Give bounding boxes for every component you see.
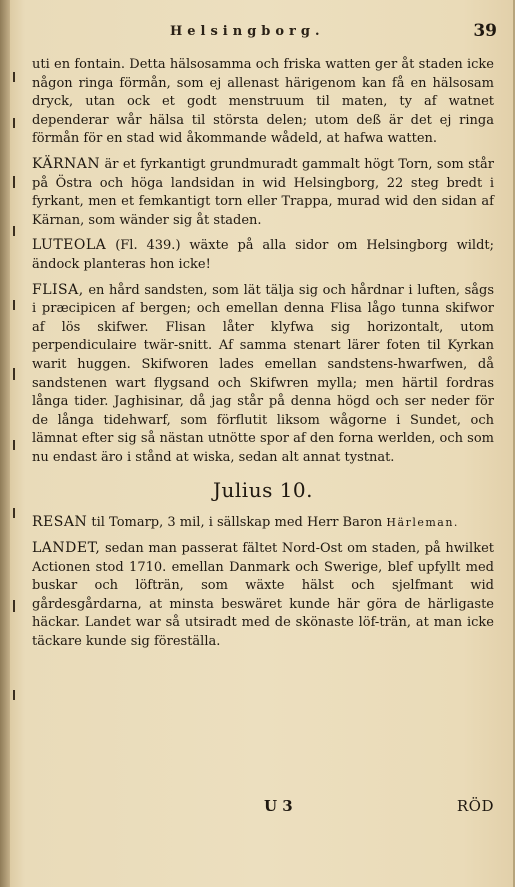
paragraph-flisa bbox=[32, 281, 494, 468]
paragraph-text: uti en fontain. Detta hälsosamma och friska watten ger åt staden icke någon ringa förmån, som ej allenast härigenom kan få en hälsosam dryck, utan ock et godt menstruum til maten, ty af watnet dependerar wår hälsa til största delen; utom deß är det ej ringa förmån för en stad wid åkommande wådeld, at hafwa watten. bbox=[32, 57, 494, 147]
margin-mark bbox=[13, 440, 15, 450]
margin-mark bbox=[13, 118, 15, 128]
paragraph-text: sedan man passerat fältet Nord-Ost om staden, på hwilket Actionen stod 1710. emellan Danmark och Swerige, blef upfyllt med buskar och löfträn, som wäxte hälst och sjelfmant wid gårdesgårdarna, at minsta beswäret kunde här göra de härligaste häckar. Landet war så utsiradt med de skönaste löf-trän, at man icke täckare kunde sig föreställa. bbox=[32, 541, 494, 650]
paragraph-text: til Tomarp, 3 mil, i sällskap med Herr Baron bbox=[91, 515, 383, 531]
paragraph-fontain bbox=[32, 55, 494, 149]
margin-mark bbox=[13, 176, 15, 188]
date-heading: Julius 10. bbox=[213, 478, 313, 503]
running-head: Helsingborg. bbox=[170, 24, 325, 39]
margin-mark bbox=[13, 72, 15, 82]
paragraph-luteola bbox=[32, 236, 494, 274]
paragraph-lead: LUTEOLA bbox=[32, 237, 107, 254]
catchword: RÖD bbox=[456, 797, 494, 815]
margin-mark bbox=[13, 600, 15, 612]
page-text bbox=[32, 55, 494, 652]
paragraph-landet bbox=[32, 539, 494, 652]
margin-mark bbox=[13, 300, 15, 310]
paragraph-lead: LANDET, bbox=[32, 540, 101, 557]
book-page bbox=[10, 0, 513, 887]
page-footer bbox=[32, 797, 494, 819]
paragraph-lead: FLISA, bbox=[32, 281, 84, 298]
margin-mark bbox=[13, 690, 15, 700]
paragraph-tail: Härleman. bbox=[386, 516, 459, 530]
margin-mark bbox=[13, 226, 15, 236]
paragraph-resan bbox=[32, 513, 494, 533]
paragraph-text: en hård sandsten, som lät tälja sig och hårdnar i luften, sågs i præcipicen af bergen; och emellan denna Flisa lågo tunna skifwor af lös skifwer. Flisan låter klyfwa sig horizontalt, utom perpendiculaire twär-snitt. Af samma stenart lärer foten til Kyrkan warit huggen. Skifworen lades emellan sandstens-hwarfwen, då sandstenen wart flygsand och Skifwren mylla; men härtil fordras långa tider. Jaghisinar, då jag står på denna högd och ser neder för de långa tidehwarf, som förflutit liksom wågorne i Sundet, och lämnat efter sig så nästan utnötte spor af den forna werlden, och som nu endast äro i stånd at wiska, sedan alt annat tystnat. bbox=[32, 282, 494, 465]
book-gutter bbox=[0, 0, 10, 887]
paragraph-text: (Fl. 439.) wäxte på alla sidor om Helsingborg wildt; ändock planteras hon icke! bbox=[32, 238, 494, 272]
paragraph-karnan bbox=[32, 155, 494, 230]
margin-marks bbox=[11, 0, 20, 887]
paragraph-text: är et fyrkantigt grundmuradt gammalt högt Torn, som står på Östra och höga landsidan in wid Helsingborg, 22 steg bredt i fyrkant, men et femkantigt torn eller Trappa, murad wid den sidan af Kärnan, som wänder sig åt staden. bbox=[32, 156, 494, 228]
page-number: 39 bbox=[473, 21, 497, 41]
signature-mark: U 3 bbox=[264, 797, 293, 815]
margin-mark bbox=[13, 368, 15, 380]
margin-mark bbox=[13, 508, 15, 518]
paragraph-lead: RESAN bbox=[32, 514, 88, 531]
paragraph-lead: KÄRNAN bbox=[32, 155, 101, 172]
